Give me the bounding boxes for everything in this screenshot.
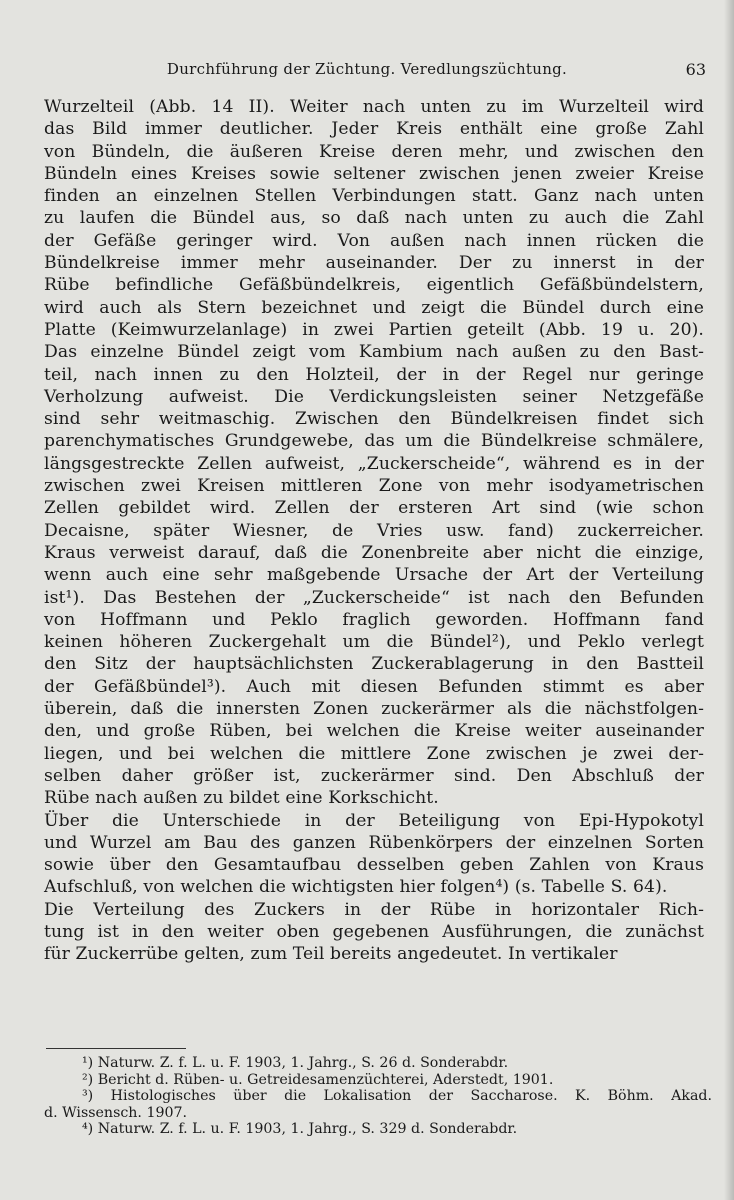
text-line: Aufschluß, von welchen die wichtigsten hier folgen⁴) (s. Tabelle S. 64). — [44, 877, 668, 898]
text-line: das Bild immer deutlicher. Jeder Kreis enthält eine große Zahl — [44, 119, 704, 140]
text-line: Zellen gebildet wird. Zellen der ersteren Art sind (wie schon — [44, 498, 704, 519]
text-line: wenn auch eine sehr maßgebende Ursache der Art der Verteilung — [44, 565, 704, 586]
text-line: finden an einzelnen Stellen Verbindungen statt. Ganz nach unten — [44, 186, 704, 207]
text-line: für Zuckerrübe gelten, zum Teil bereits angedeutet. In vertikaler — [44, 944, 618, 965]
text-line: sowie über den Gesamtaufbau desselben geben Zahlen von Kraus — [44, 855, 704, 876]
text-line: der Gefäßbündel³). Auch mit diesen Befunden stimmt es aber — [44, 676, 704, 697]
footnote: d. Wissensch. 1907. — [44, 1104, 188, 1121]
text-line: überein, daß die innersten Zonen zuckerärmer als die nächstfolgen- — [44, 699, 704, 720]
footnote: ¹) Naturw. Z. f. L. u. F. 1903, 1. Jahrg., S. 26 d. Sonderabdr. — [82, 1055, 509, 1071]
footnote-divider — [46, 1048, 186, 1049]
text-line: von Bündeln, die äußeren Kreise deren mehr, und zwischen den — [44, 141, 704, 162]
text-line: Platte (Keimwurzelanlage) in zwei Partien geteilt (Abb. 19 u. 20). — [44, 319, 704, 340]
text-line: liegen, und bei welchen die mittlere Zone zwischen je zwei der- — [44, 743, 704, 764]
text-line: selben daher größer ist, zuckerärmer sind. Den Abschluß der — [44, 765, 704, 786]
text-line: ist¹). Das Bestehen der „Zuckerscheide“ ist nach den Befunden — [44, 587, 704, 608]
text-line: Kraus verweist darauf, daß die Zonenbreite aber nicht die einzige, — [44, 542, 704, 563]
text-line: längsgestreckte Zellen aufweist, „Zuckerscheide“, während es in der — [44, 453, 704, 474]
text-line: wird auch als Stern bezeichnet und zeigt die Bündel durch eine — [44, 297, 704, 318]
text-line: tung ist in den weiter oben gegebenen Ausführungen, die zunächst — [44, 921, 704, 942]
text-line: den, und große Rüben, bei welchen die Kreise weiter auseinander — [44, 721, 704, 742]
text-line: Die Verteilung des Zuckers in der Rübe in horizontaler Rich- — [44, 899, 704, 920]
text-line: Verholzung aufweist. Die Verdickungsleisten seiner Netzgefäße — [44, 386, 704, 407]
scan-edge-shadow — [724, 0, 734, 1200]
text-line: von Hoffmann und Peklo fraglich geworden. Hoffmann fand — [44, 609, 704, 630]
footnote: ³) Histologisches über die Lokalisation der Saccharose. K. Böhm. Akad. — [82, 1088, 712, 1104]
running-head: Durchführung der Züchtung. Veredlungszüchtung. — [166, 60, 568, 78]
text-line: Das einzelne Bündel zeigt vom Kambium nach außen zu den Bast- — [44, 342, 704, 363]
body-text — [44, 96, 704, 966]
text-line: sind sehr weitmaschig. Zwischen den Bündelkreisen findet sich — [44, 409, 704, 430]
text-line: Rübe befindliche Gefäßbündelkreis, eigentlich Gefäßbündelstern, — [44, 275, 704, 296]
text-line: teil, nach innen zu den Holzteil, der in der Regel nur geringe — [44, 364, 704, 385]
text-line: parenchymatisches Grundgewebe, das um die Bündelkreise schmälere, — [44, 431, 704, 452]
page-number: 63 — [685, 60, 706, 79]
text-line: und Wurzel am Bau des ganzen Rübenkörpers der einzelnen Sorten — [44, 832, 704, 853]
text-line: keinen höheren Zuckergehalt um die Bündel²), und Peklo verlegt — [44, 632, 704, 653]
text-line: Rübe nach außen zu bildet eine Korkschicht. — [44, 788, 439, 809]
text-line: Wurzelteil (Abb. 14 II). Weiter nach unten zu im Wurzelteil wird — [44, 97, 704, 117]
footnote: ⁴) Naturw. Z. f. L. u. F. 1903, 1. Jahrg., S. 329 d. Sonderabdr. — [82, 1121, 518, 1137]
text-line: Bündeln eines Kreises sowie seltener zwischen jenen zweier Kreise — [44, 163, 704, 184]
footnote: ²) Bericht d. Rüben- u. Getreidesamenzüchterei, Aderstedt, 1901. — [82, 1071, 554, 1088]
footnotes — [44, 1055, 712, 1138]
text-line: Bündelkreise immer mehr auseinander. Der zu innerst in der — [44, 253, 704, 274]
page-header — [0, 60, 734, 84]
text-line: Über die Unterschiede in der Beteiligung von Epi-Hypokotyl — [44, 810, 704, 831]
text-line: Decaisne, später Wiesner, de Vries usw. fand) zuckerreicher. — [44, 520, 704, 541]
text-line: zu laufen die Bündel aus, so daß nach unten zu auch die Zahl — [44, 208, 704, 229]
text-line: zwischen zwei Kreisen mittleren Zone von mehr isodyametrischen — [44, 476, 704, 497]
text-line: den Sitz der hauptsächlichsten Zuckerablagerung in den Bastteil — [44, 654, 704, 675]
text-line: der Gefäße geringer wird. Von außen nach innen rücken die — [44, 230, 704, 251]
